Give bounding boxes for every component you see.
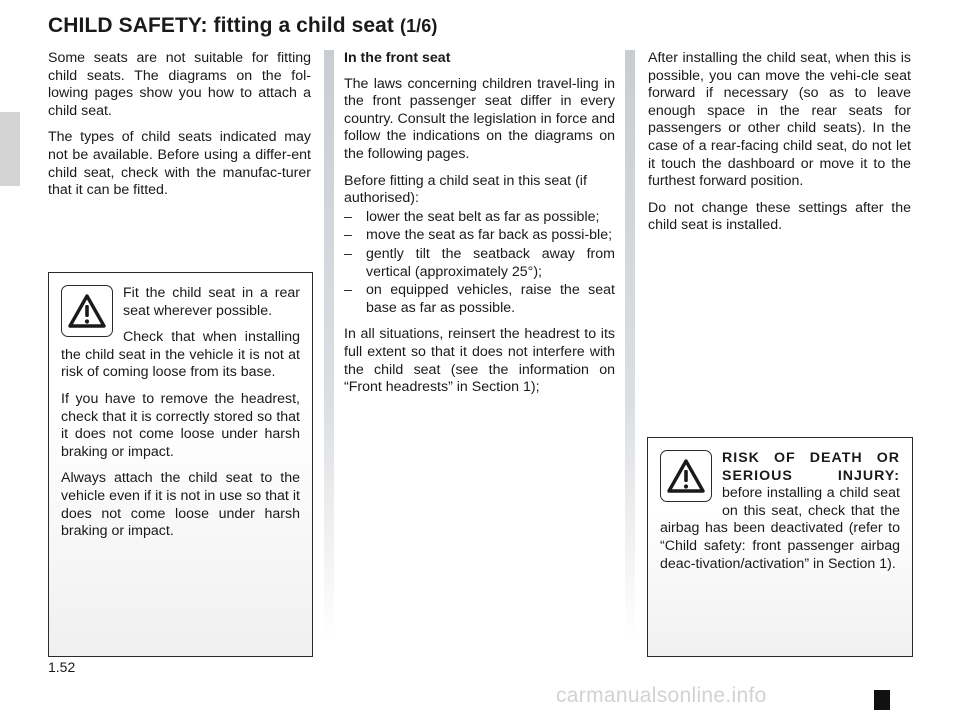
warning-text-4: Always attach the child seat to the vehicle even if it is not in use so that it does not come loose under harsh braking or impact. bbox=[61, 470, 300, 540]
column-2 bbox=[344, 50, 615, 406]
warning-text-2: Check that when installing the child seat in the vehicle it is not at risk of coming loose from its base. bbox=[61, 329, 300, 381]
warning-triangle-icon bbox=[61, 285, 113, 337]
list-item: – lower the seat belt as far as possible; bbox=[344, 209, 615, 227]
list-item: – on equipped vehicles, raise the seat base as far as possible. bbox=[344, 282, 615, 317]
list-item: – move the seat as far back as possi-ble; bbox=[344, 227, 615, 245]
warning-text-3: If you have to remove the headrest, check that it is correctly stored so that it does not come loose under harsh braking or impact. bbox=[61, 390, 300, 460]
warning-box-rear-seat bbox=[48, 272, 313, 657]
risk-of-death-label: RISK OF DEATH OR SERIOUS INJURY: bbox=[722, 450, 900, 484]
before-fitting-paragraph: Before fitting a child seat in this seat (if authorised): bbox=[344, 172, 587, 207]
airbag-warning-body: before installing a child seat on this seat, check that the airbag has been deactivated (refer to “Child safety: front passenger airbag deac-tivation/activation” in Section 1). bbox=[660, 485, 900, 572]
column-divider bbox=[625, 50, 635, 640]
warning-triangle-icon bbox=[660, 450, 712, 502]
warning-text-1: Fit the child seat in a rear seat wherever possible. bbox=[123, 285, 300, 319]
settings-paragraph: Do not change these settings after the child seat is installed. bbox=[648, 199, 911, 234]
front-seat-laws-paragraph: The laws concerning children travel-ling in the front passenger seat differ in every country. Consult the legislation in force and follow the indications on the diagrams on the following pages. bbox=[344, 75, 615, 162]
column-1 bbox=[48, 50, 311, 209]
page-corner-mark bbox=[874, 690, 890, 710]
column-3 bbox=[648, 50, 911, 244]
column-divider bbox=[324, 50, 334, 640]
seat-types-paragraph: The types of child seats indicated may not be available. Before using a differ-ent child seat, check with the manufac-turer that it can be fitted. bbox=[48, 129, 311, 199]
list-item: – gently tilt the seatback away from vertical (approximately 25°); bbox=[344, 246, 615, 281]
page-part-indicator: (1/6) bbox=[399, 16, 438, 36]
after-installing-paragraph: After installing the child seat, when this is possible, you can move the vehi-cle seat forward if necessary (so as to leave enough space in the rear seats for passengers or other child seats). In the case of a rear-facing child seat, do not let it touch the dashboard or move it to the furthest forward position. bbox=[648, 50, 911, 190]
page-title-text: CHILD SAFETY: fitting a child seat bbox=[48, 14, 395, 37]
intro-paragraph: Some seats are not suitable for fitting child seats. The diagrams on the fol-lowing pages show you how to attach a child seat. bbox=[48, 50, 311, 119]
page-number: 1.52 bbox=[48, 659, 76, 675]
front-seat-heading: In the front seat bbox=[344, 50, 451, 66]
watermark: carmanualsonline.info bbox=[556, 684, 767, 707]
headrest-paragraph: In all situations, reinsert the headrest to its full extent so that it does not interfere with the child seat (see the information on “Front headrests” in Section 1); bbox=[344, 326, 615, 396]
warning-box-airbag bbox=[647, 437, 913, 657]
section-tab bbox=[0, 112, 20, 186]
steps-list bbox=[344, 209, 615, 318]
page-title bbox=[48, 14, 437, 38]
